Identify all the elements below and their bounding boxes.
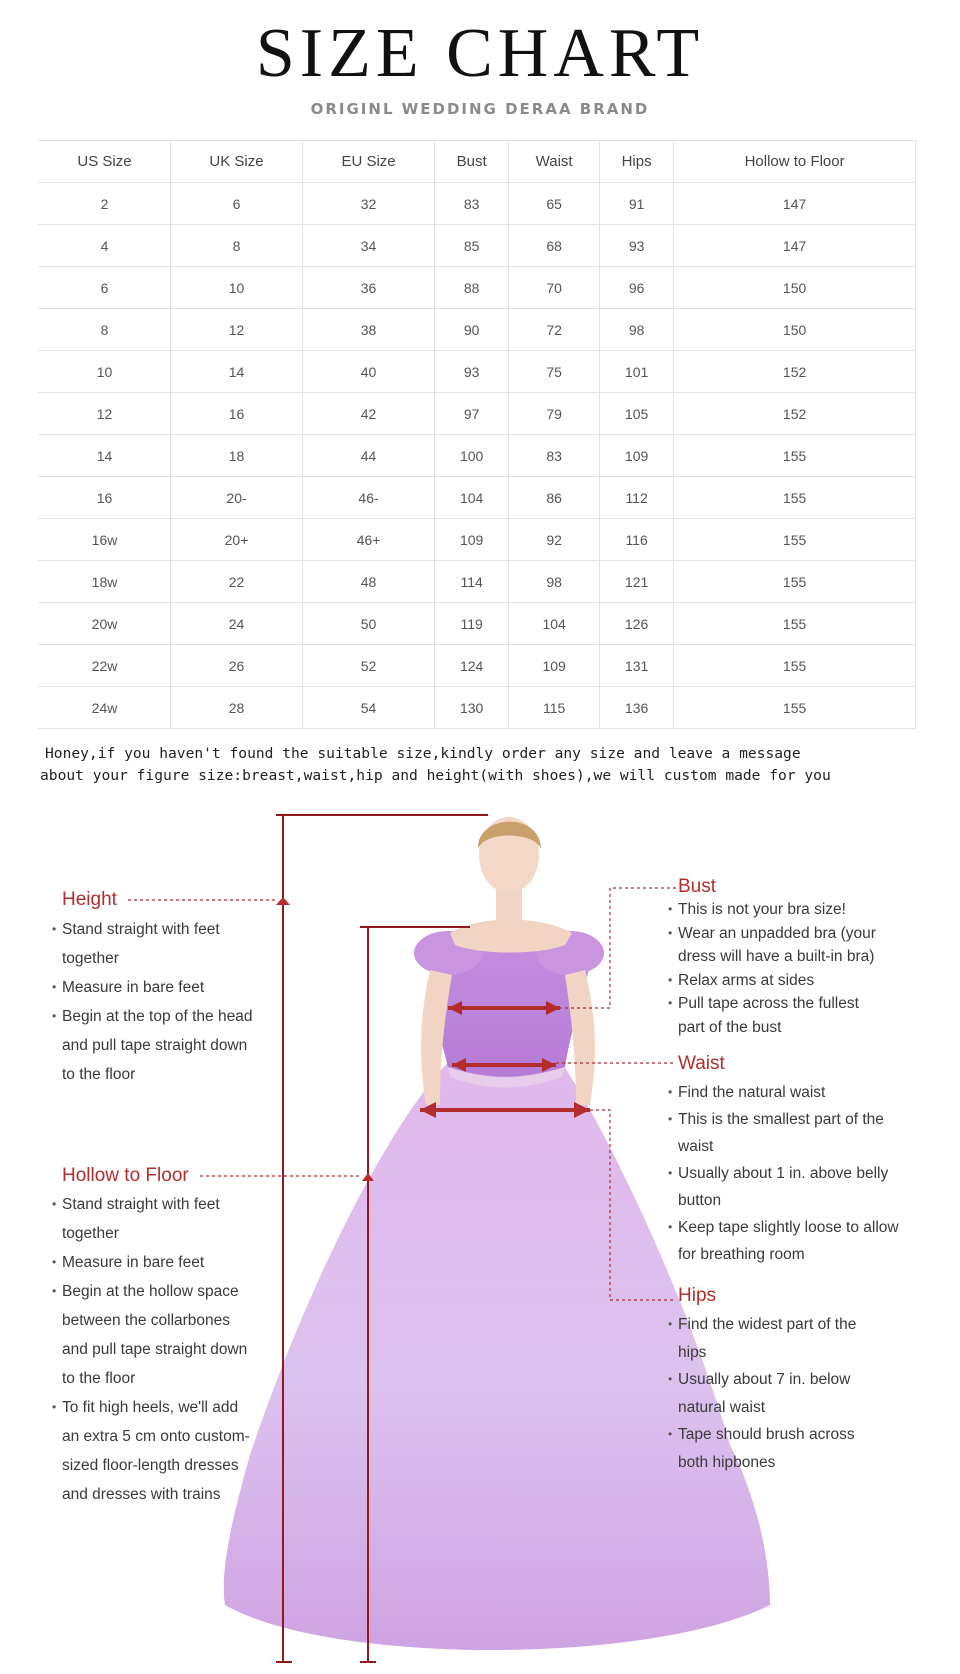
table-cell: 50 — [303, 603, 435, 645]
table-cell: 88 — [435, 267, 509, 309]
table-cell: 20w — [39, 603, 171, 645]
table-cell: 124 — [435, 645, 509, 687]
table-cell: 155 — [674, 477, 916, 519]
bust-instruction-item: • Wear an unpadded bra (your — [668, 922, 876, 946]
table-cell: 44 — [303, 435, 435, 477]
table-cell: 98 — [509, 561, 600, 603]
table-cell: 93 — [600, 225, 674, 267]
bust-instruction-item: • Relax arms at sides — [668, 969, 876, 993]
table-cell: 152 — [674, 351, 916, 393]
measurement-guide — [0, 805, 960, 1669]
col-header-us: US Size — [39, 141, 171, 183]
table-cell: 20- — [171, 477, 303, 519]
table-cell: 16 — [171, 393, 303, 435]
hips-instruction-item: • Find the widest part of the — [668, 1311, 856, 1339]
table-cell: 18w — [39, 561, 171, 603]
table-header-row — [39, 141, 916, 183]
height-instruction-item: • Measure in bare feet — [52, 973, 252, 1002]
waist-instruction-item: • Find the natural waist — [668, 1079, 899, 1106]
table-row — [39, 519, 916, 561]
table-cell: 42 — [303, 393, 435, 435]
table-row — [39, 603, 916, 645]
table-cell: 155 — [674, 561, 916, 603]
hollow-instruction-item: • Begin at the hollow space — [52, 1277, 250, 1306]
table-cell: 24 — [171, 603, 303, 645]
waist-instruction-item: waist — [678, 1138, 714, 1155]
custom-size-note-line1: Honey,if you haven't found the suitable size,kindly order any size and leave a message — [45, 745, 801, 762]
table-cell: 130 — [435, 687, 509, 729]
table-cell: 147 — [674, 183, 916, 225]
table-cell: 96 — [600, 267, 674, 309]
table-cell: 90 — [435, 309, 509, 351]
height-instruction-item: to the floor — [62, 1066, 136, 1083]
col-header-hollow: Hollow to Floor — [674, 141, 916, 183]
page-title: SIZE CHART — [255, 15, 705, 92]
col-header-bust: Bust — [435, 141, 509, 183]
hollow-instruction-item: and pull tape straight down — [62, 1341, 248, 1358]
table-row — [39, 645, 916, 687]
table-cell: 150 — [674, 309, 916, 351]
table-cell: 83 — [509, 435, 600, 477]
table-cell: 65 — [509, 183, 600, 225]
waist-instruction-item: button — [678, 1192, 722, 1209]
table-cell: 20+ — [171, 519, 303, 561]
col-header-waist: Waist — [509, 141, 600, 183]
table-row — [39, 435, 916, 477]
table-row — [39, 687, 916, 729]
table-cell: 46+ — [303, 519, 435, 561]
table-row — [39, 561, 916, 603]
waist-instructions — [668, 1079, 899, 1268]
table-cell: 28 — [171, 687, 303, 729]
table-row — [39, 183, 916, 225]
table-cell: 22w — [39, 645, 171, 687]
hips-title: Hips — [678, 1285, 717, 1306]
hollow-instruction-item: • Stand straight with feet — [52, 1190, 250, 1219]
table-cell: 131 — [600, 645, 674, 687]
hips-instruction-item: natural waist — [678, 1398, 766, 1416]
table-cell: 109 — [509, 645, 600, 687]
table-cell: 97 — [435, 393, 509, 435]
bust-instruction-item: • This is not your bra size! — [668, 898, 876, 922]
table-cell: 147 — [674, 225, 916, 267]
bust-title: Bust — [678, 876, 717, 897]
table-cell: 22 — [171, 561, 303, 603]
table-cell: 116 — [600, 519, 674, 561]
height-instructions — [52, 915, 252, 1089]
col-header-eu: EU Size — [303, 141, 435, 183]
waist-instruction-item: • Keep tape slightly loose to allow — [668, 1214, 899, 1241]
table-row — [39, 309, 916, 351]
table-cell: 104 — [435, 477, 509, 519]
hollow-instruction-item: between the collarbones — [62, 1312, 231, 1329]
shoulders — [450, 920, 572, 953]
table-cell: 155 — [674, 519, 916, 561]
table-cell: 112 — [600, 477, 674, 519]
table-cell: 75 — [509, 351, 600, 393]
height-instruction-item: together — [62, 950, 119, 967]
hollow-instruction-item: sized floor-length dresses — [62, 1457, 239, 1474]
hips-instruction-item: • Tape should brush across — [668, 1421, 856, 1449]
table-cell: 119 — [435, 603, 509, 645]
table-cell: 2 — [39, 183, 171, 225]
custom-size-note-line2: about your figure size:breast,waist,hip and height(with shoes),we will custom made for you — [40, 767, 831, 784]
table-row — [39, 477, 916, 519]
table-cell: 34 — [303, 225, 435, 267]
table-cell: 8 — [171, 225, 303, 267]
table-cell: 36 — [303, 267, 435, 309]
table-row — [39, 351, 916, 393]
height-instruction-item: and pull tape straight down — [62, 1037, 248, 1054]
table-cell: 46- — [303, 477, 435, 519]
table-row — [39, 267, 916, 309]
height-instruction-item: • Stand straight with feet — [52, 915, 252, 944]
table-cell: 54 — [303, 687, 435, 729]
table-cell: 48 — [303, 561, 435, 603]
hollow-instruction-item: to the floor — [62, 1370, 136, 1387]
hollow-instruction-item: and dresses with trains — [62, 1486, 221, 1503]
waist-instruction-item: for breathing room — [678, 1246, 805, 1263]
table-cell: 6 — [171, 183, 303, 225]
table-cell: 109 — [600, 435, 674, 477]
hips-instruction-item: hips — [678, 1343, 707, 1361]
table-cell: 40 — [303, 351, 435, 393]
hollow-instruction-item: together — [62, 1225, 119, 1242]
waist-instruction-item: • This is the smallest part of the — [668, 1106, 899, 1133]
hollow-instruction-item: an extra 5 cm onto custom- — [62, 1428, 250, 1445]
table-cell: 155 — [674, 687, 916, 729]
table-cell: 14 — [171, 351, 303, 393]
table-cell: 114 — [435, 561, 509, 603]
table-cell: 121 — [600, 561, 674, 603]
table-row — [39, 393, 916, 435]
table-cell: 79 — [509, 393, 600, 435]
table-cell: 10 — [171, 267, 303, 309]
table-cell: 16w — [39, 519, 171, 561]
hips-instructions — [668, 1311, 856, 1476]
table-cell: 105 — [600, 393, 674, 435]
table-cell: 86 — [509, 477, 600, 519]
table-cell: 24w — [39, 687, 171, 729]
table-cell: 93 — [435, 351, 509, 393]
table-cell: 136 — [600, 687, 674, 729]
waist-title: Waist — [678, 1053, 725, 1074]
hollow-instruction-item: • Measure in bare feet — [52, 1248, 250, 1277]
bust-instruction-item: part of the bust — [678, 1018, 782, 1036]
table-cell: 8 — [39, 309, 171, 351]
table-cell: 32 — [303, 183, 435, 225]
col-header-uk: UK Size — [171, 141, 303, 183]
table-cell: 92 — [509, 519, 600, 561]
col-header-hips: Hips — [600, 141, 674, 183]
hollow-instructions — [52, 1190, 250, 1509]
table-cell: 85 — [435, 225, 509, 267]
table-cell: 155 — [674, 435, 916, 477]
hips-instruction-item: • Usually about 7 in. below — [668, 1366, 856, 1394]
table-cell: 72 — [509, 309, 600, 351]
hollow-title: Hollow to Floor — [62, 1165, 189, 1186]
height-title: Height — [62, 889, 117, 910]
table-cell: 6 — [39, 267, 171, 309]
hollow-instruction-item: • To fit high heels, we'll add — [52, 1393, 250, 1422]
bust-instructions — [668, 898, 876, 1039]
table-cell: 52 — [303, 645, 435, 687]
table-row — [39, 225, 916, 267]
table-cell: 4 — [39, 225, 171, 267]
table-cell: 155 — [674, 603, 916, 645]
table-cell: 91 — [600, 183, 674, 225]
table-cell: 38 — [303, 309, 435, 351]
table-cell: 18 — [171, 435, 303, 477]
table-cell: 126 — [600, 603, 674, 645]
table-cell: 14 — [39, 435, 171, 477]
table-cell: 83 — [435, 183, 509, 225]
table-cell: 10 — [39, 351, 171, 393]
table-cell: 98 — [600, 309, 674, 351]
bust-instruction-item: • Pull tape across the fullest — [668, 992, 876, 1016]
bust-instruction-item: dress will have a built-in bra) — [678, 948, 875, 965]
table-cell: 68 — [509, 225, 600, 267]
table-cell: 101 — [600, 351, 674, 393]
table-cell: 12 — [171, 309, 303, 351]
table-cell: 109 — [435, 519, 509, 561]
table-cell: 150 — [674, 267, 916, 309]
table-cell: 12 — [39, 393, 171, 435]
size-table-body — [39, 183, 916, 729]
waist-instruction-item: • Usually about 1 in. above belly — [668, 1160, 899, 1187]
table-cell: 115 — [509, 687, 600, 729]
brand-subtitle: ORIGINL WEDDING DERAA BRAND — [310, 100, 650, 118]
hips-instruction-item: both hipbones — [678, 1453, 776, 1471]
height-instruction-item: • Begin at the top of the head — [52, 1002, 252, 1031]
table-cell: 100 — [435, 435, 509, 477]
table-cell: 70 — [509, 267, 600, 309]
table-cell: 26 — [171, 645, 303, 687]
table-cell: 104 — [509, 603, 600, 645]
table-cell: 152 — [674, 393, 916, 435]
size-table — [38, 140, 916, 729]
table-cell: 16 — [39, 477, 171, 519]
table-cell: 155 — [674, 645, 916, 687]
